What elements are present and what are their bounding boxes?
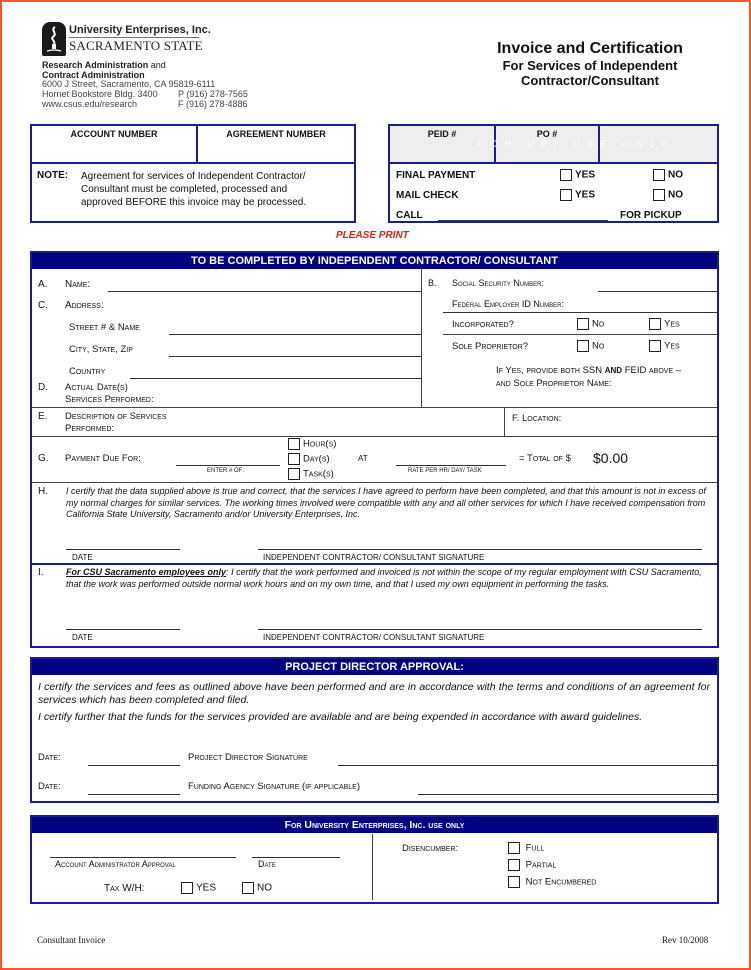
account-number-field[interactable]: [32, 126, 198, 162]
feid-label: Federal Employer ID Number:: [452, 299, 565, 309]
account-number-label: ACCOUNT NUMBER: [70, 129, 158, 139]
page-title: [470, 40, 710, 88]
at-label: AT: [358, 454, 368, 463]
full-option[interactable]: [508, 842, 544, 854]
payment-box: [388, 124, 719, 223]
i-date-label: DATE: [72, 633, 93, 642]
no-label: NO: [257, 882, 272, 894]
checkbox[interactable]: [653, 169, 665, 181]
row-divider: [32, 407, 717, 408]
tax-label: Tax W/H:: [104, 883, 145, 894]
footer-right: Rev 10/2008: [662, 935, 709, 945]
checkbox[interactable]: [181, 882, 193, 894]
agreement-number-field[interactable]: [198, 126, 354, 162]
no-label: NO: [668, 169, 683, 181]
i-bold-label: For CSU Sacramento employees only: [66, 567, 227, 577]
column-divider: [504, 407, 505, 436]
days-option[interactable]: [288, 453, 330, 465]
account-box: [30, 124, 356, 223]
funding-date-label: Date:: [38, 781, 61, 792]
name-label: Name:: [65, 279, 91, 290]
no-label: No: [592, 318, 605, 330]
final-payment-no[interactable]: [653, 169, 683, 181]
tasks-option[interactable]: [288, 468, 334, 480]
funding-sig-label: Funding Agency Signature (if applicable): [188, 781, 361, 792]
director-section: [30, 657, 719, 803]
hours-label: Hour(s): [303, 438, 337, 450]
not-encumbered-label: Not Encumbered: [525, 876, 597, 888]
if-yes-text-2: FEID above –: [622, 365, 682, 376]
dates-label-1: Actual Date(s): [65, 382, 128, 393]
director-sig-label: Project Director Signature: [188, 752, 308, 763]
phone: P (916) 278-7565: [178, 89, 248, 99]
days-label: Day(s): [303, 453, 330, 465]
h-signature-label: INDEPENDENT CONTRACTOR/ CONSULTANT SIGNATURE: [263, 553, 485, 562]
yes-label: YES: [196, 882, 217, 894]
i-signature-field[interactable]: [258, 629, 702, 630]
g-letter: G.: [38, 453, 49, 464]
po-label: PO #: [536, 129, 558, 139]
note-line-2: Consultant must be completed, processed and: [81, 184, 288, 195]
sole-prop-label: Sole Proprietor?: [452, 341, 529, 352]
call-field[interactable]: [438, 220, 608, 221]
director-header: PROJECT DIRECTOR APPROVAL:: [32, 659, 717, 675]
dept-name-2: Contract Administration: [42, 70, 145, 80]
admin-approval-label: Account Administrator Approval: [55, 859, 176, 869]
row-divider: [32, 563, 717, 565]
subtitle-2: Contractor/Consultant: [521, 73, 659, 88]
i-signature-label: INDEPENDENT CONTRACTOR/ CONSULTANT SIGNATURE: [263, 633, 485, 642]
location-label: F. Location:: [512, 413, 562, 424]
tax-no[interactable]: [242, 882, 272, 894]
quantity-field[interactable]: [176, 465, 280, 466]
checkbox[interactable]: [649, 340, 661, 352]
h-signature-field[interactable]: [258, 549, 702, 550]
e-letter: E.: [38, 411, 48, 422]
note-line-3: approved BEFORE this invoice may be processed.: [81, 197, 307, 208]
c-letter: C.: [38, 300, 48, 311]
subtitle-1: For Services of Independent: [502, 58, 678, 73]
logo: [42, 22, 66, 56]
yes-label: YES: [575, 169, 596, 181]
university-name: SACRAMENTO STATE: [69, 38, 203, 53]
peid-label: PEID #: [427, 129, 457, 139]
sole-prop-yes[interactable]: [649, 340, 680, 352]
agreement-number-label: AGREEMENT NUMBER: [226, 129, 326, 139]
contractor-section: [30, 251, 719, 648]
incorporated-label: Incorporated?: [452, 319, 514, 330]
yes-label: YES: [575, 189, 596, 201]
checkbox[interactable]: [560, 169, 572, 181]
street-label: Street # & Name: [69, 322, 140, 333]
director-sig-field[interactable]: [338, 765, 717, 766]
country-field[interactable]: [130, 378, 421, 379]
incorporated-no[interactable]: [577, 318, 604, 330]
feid-field[interactable]: [443, 312, 717, 313]
description-label-1: Description of Services: [65, 411, 167, 422]
checkbox[interactable]: [653, 189, 665, 201]
note-text: [81, 170, 306, 209]
fax: F (916) 278-4886: [178, 99, 248, 109]
website: www.csus.edu/research: [42, 99, 138, 109]
address: 6000 J Street, Sacramento, CA 95819-6111: [42, 79, 216, 89]
i-certification-text: [66, 567, 714, 590]
checkbox[interactable]: [508, 859, 520, 871]
i-letter: I.: [38, 567, 44, 578]
checkbox[interactable]: [508, 842, 520, 854]
title: Invoice and Certification: [497, 40, 683, 57]
not-encumbered-option[interactable]: [508, 876, 596, 888]
for-pickup-label: FOR PICKUP: [620, 210, 682, 221]
checkbox[interactable]: [649, 318, 661, 330]
footer-left: Consultant Invoice: [37, 935, 106, 945]
if-yes-text: If Yes, provide both SSN: [496, 365, 605, 376]
department: [42, 60, 166, 80]
director-text-2: I certify further that the funds for the services provided are available and are being expended in accordance with award guidelines.: [38, 711, 643, 723]
torch-icon: [42, 22, 66, 56]
checkbox[interactable]: [242, 882, 254, 894]
full-label: Full: [525, 842, 545, 854]
if-yes-and: AND: [604, 366, 623, 375]
no-label: No: [592, 340, 605, 352]
address-label: Address:: [65, 300, 104, 311]
ssn-label: Social Security Number:: [452, 278, 545, 288]
note-label: NOTE:: [37, 170, 69, 181]
city-field[interactable]: [169, 356, 421, 357]
checkbox[interactable]: [577, 318, 589, 330]
director-date-field[interactable]: [88, 765, 180, 766]
building: Hornet Bookstore Bldg. 3400: [42, 89, 158, 99]
row-divider: [443, 334, 717, 335]
i-text: : I certify that the work performed and invoiced is not within the scope of my regular employment with CSU Sacramento, that the work was performed outside normal work hours and on my own time, and that I used my own equipment in performing the tasks.: [66, 567, 702, 589]
checkbox[interactable]: [560, 189, 572, 201]
street-field[interactable]: [169, 334, 421, 335]
a-letter: A.: [38, 279, 48, 290]
director-text-1: I certify the services and fees as outlined above have been performed and are in accordance with the terms and conditions of an agreement for services which has been completed and filed.: [38, 681, 710, 706]
final-payment-label: FINAL PAYMENT: [396, 170, 476, 181]
dept-and: and: [148, 60, 166, 70]
h-date-label: DATE: [72, 553, 93, 562]
admin-date-field[interactable]: [252, 857, 340, 858]
country-label: Country: [69, 366, 106, 377]
uei-watermark: FOR UEI USE ONLY: [478, 139, 674, 149]
checkbox[interactable]: [577, 340, 589, 352]
if-yes-note-2: and Sole Proprietor Name:: [496, 378, 612, 389]
partial-label: Partial: [525, 859, 557, 871]
checkbox[interactable]: [288, 453, 300, 465]
ssn-field[interactable]: [598, 291, 717, 292]
total-label: = Total of $: [519, 453, 571, 464]
dept-name-1: Research Administration: [42, 60, 149, 70]
box-divider: [390, 162, 717, 164]
enter-num-label: ENTER # OF:: [207, 468, 245, 474]
i-date-field[interactable]: [66, 629, 180, 630]
row-divider: [32, 482, 717, 483]
h-date-field[interactable]: [66, 549, 180, 550]
uei-section: [30, 815, 719, 904]
director-date-label: Date:: [38, 752, 61, 763]
yes-label: Yes: [664, 340, 680, 352]
h-certification-text: I certify that the data supplied above is true and correct, that the services I have agreed to perform have been completed, and that this amount is not in excess of my normal charges for similar services. The working times involved were compatible with any and all other services for which I have received compensation from California State University, Sacramento and/or University Enterprises, Inc.: [66, 486, 706, 519]
column-divider: [421, 269, 422, 407]
hours-option[interactable]: [288, 438, 336, 450]
description-label-2: Performed:: [65, 423, 115, 434]
incorporated-yes[interactable]: [649, 318, 680, 330]
rate-label: RATE PER HR/ DAY/ TASK: [408, 468, 482, 474]
final-payment-yes[interactable]: [560, 169, 595, 181]
contractor-header: TO BE COMPLETED BY INDEPENDENT CONTRACTOR/ CONSULTANT: [32, 253, 717, 269]
partial-option[interactable]: [508, 859, 556, 871]
note-line-1: Agreement for services of Independent Contractor/: [81, 171, 306, 182]
checkbox[interactable]: [508, 876, 520, 888]
payment-due-label: Payment Due For:: [65, 453, 141, 464]
please-print: PLEASE PRINT: [336, 230, 409, 241]
city-label: City, State, Zip: [69, 344, 133, 355]
admin-date-label: Date: [258, 859, 276, 869]
funding-sig-field[interactable]: [418, 794, 717, 795]
sole-prop-no[interactable]: [577, 340, 604, 352]
row-divider: [32, 436, 717, 437]
org-name: University Enterprises, Inc.: [69, 24, 211, 36]
h-letter: H.: [38, 486, 48, 497]
total-value: $0.00: [593, 450, 629, 466]
box-divider: [32, 162, 354, 164]
rate-field[interactable]: [396, 465, 506, 466]
b-letter: B.: [428, 278, 437, 288]
admin-approval-field[interactable]: [50, 857, 236, 858]
name-field[interactable]: [108, 291, 421, 292]
mail-check-no[interactable]: [653, 189, 683, 201]
no-label: NO: [668, 189, 683, 201]
column-divider: [372, 834, 373, 900]
tax-yes[interactable]: [181, 882, 216, 894]
d-letter: D.: [38, 382, 48, 393]
disencumber-label: Disencumber:: [402, 843, 459, 854]
mail-check-label: MAIL CHECK: [396, 190, 459, 201]
if-yes-note-1: [496, 365, 681, 376]
uei-header: For University Enterprises, Inc. use only: [32, 817, 717, 833]
yes-label: Yes: [664, 318, 680, 330]
call-label: CALL: [396, 210, 423, 221]
checkbox[interactable]: [288, 468, 300, 480]
checkbox[interactable]: [288, 438, 300, 450]
tasks-label: Task(s): [303, 468, 334, 480]
mail-check-yes[interactable]: [560, 189, 595, 201]
funding-date-field[interactable]: [88, 794, 180, 795]
dates-label-2: Services Performed:: [65, 394, 154, 405]
